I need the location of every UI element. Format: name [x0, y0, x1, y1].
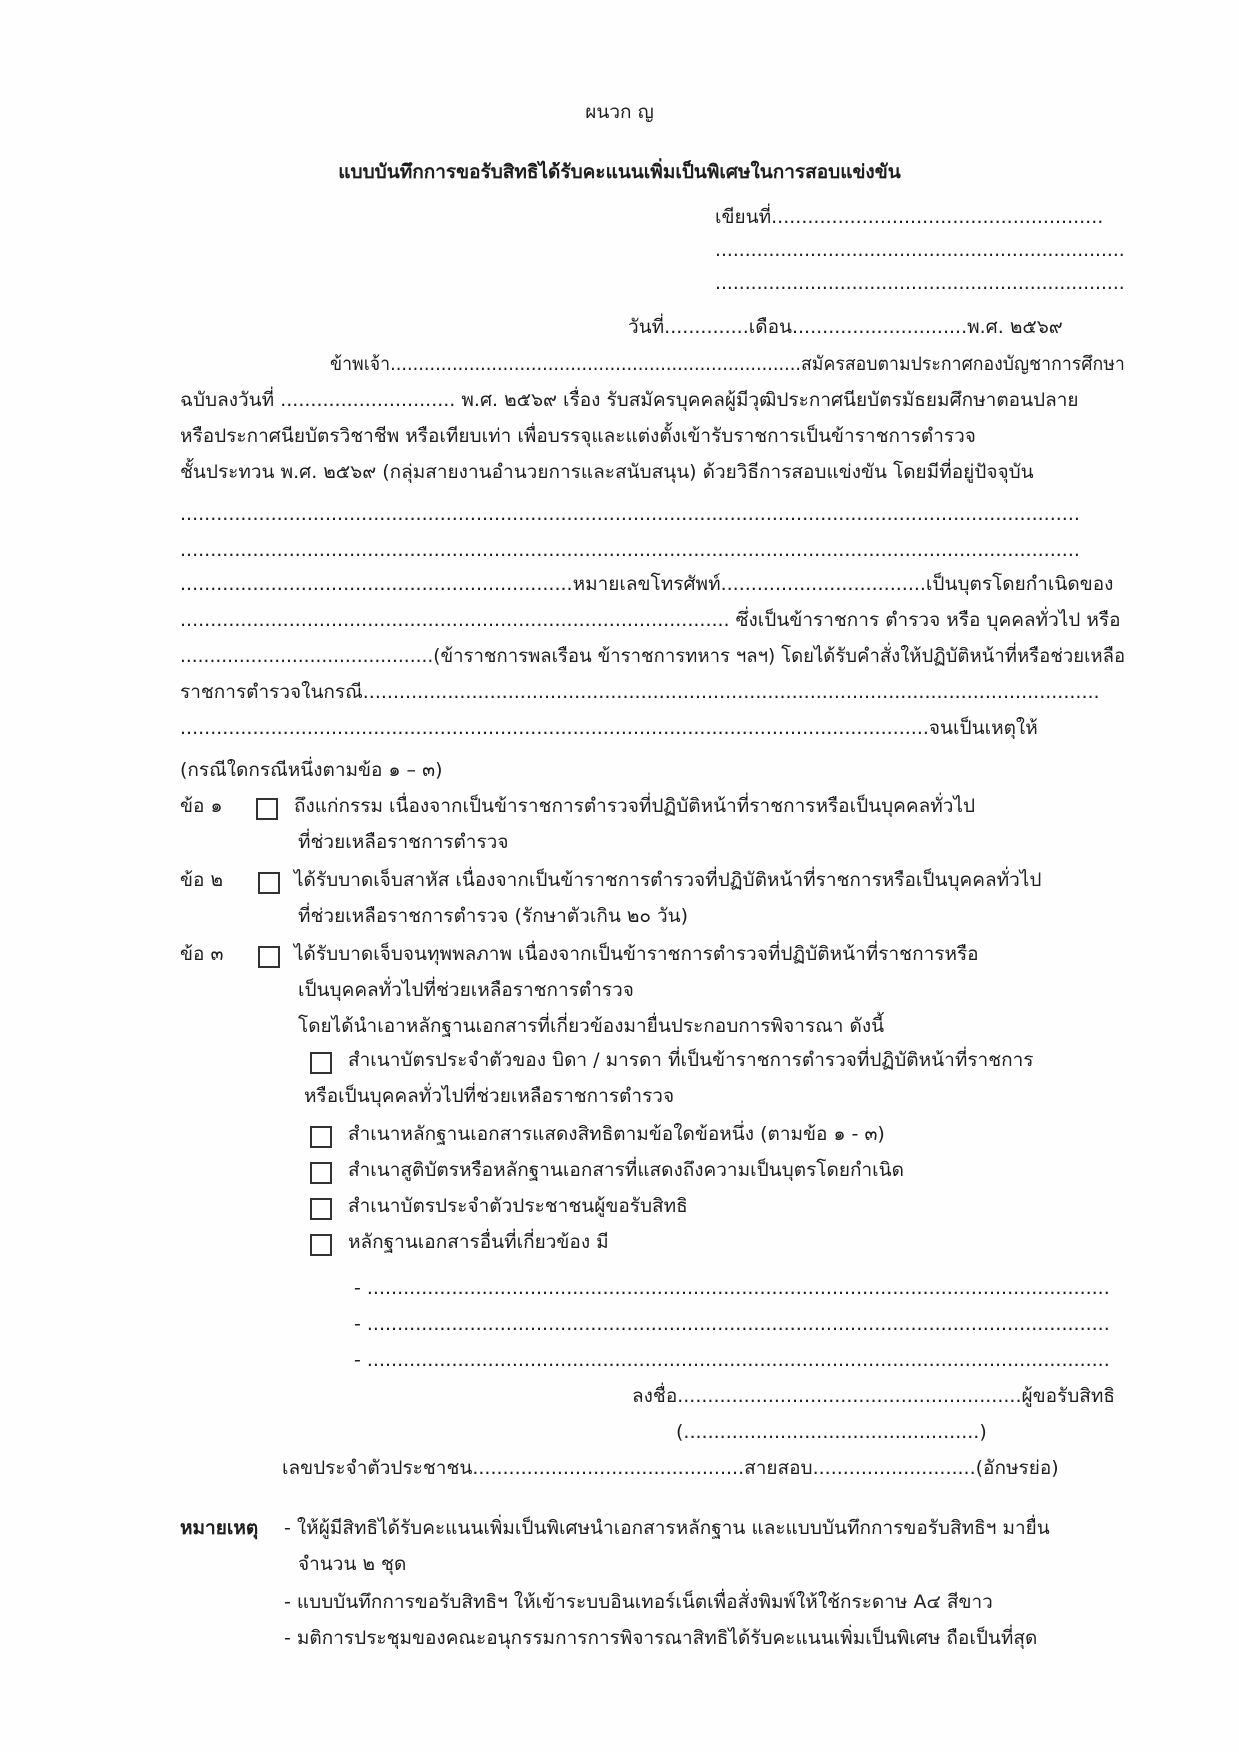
evidence-5-checkbox[interactable] — [310, 1234, 332, 1256]
written-at-field[interactable]: เขียนที่....................................................... — [715, 206, 1104, 228]
body-line-4: ชั้นประทวน พ.ศ. ๒๕๖๙ (กลุ่มสายงานอำนวยการและสนับสนุน) ด้วยวิธีการสอบแข่งขัน โดยมีที่อยู่ปัจจุบัน — [180, 461, 1034, 483]
note-1: - ให้ผู้มีสิทธิได้รับคะแนนเพิ่มเป็นพิเศษนำเอกสารหลักฐาน และแบบบันทึกการขอรับสิทธิฯ มายื่น — [284, 1517, 1050, 1539]
evidence-3-text: สำเนาสูติบัตรหรือหลักฐานเอกสารที่แสดงถึงความเป็นบุตรโดยกำเนิด — [348, 1159, 904, 1181]
parent-type-line[interactable]: ...........................................(ข้าราชการพลเรือน ข้าราชการทหาร ฯลฯ) โดยได้รับคำสั่งให้ปฏิบัติหน้าที่หรือช่วยเหลือ — [180, 645, 1126, 667]
current-address-field-1[interactable]: ..................................................................................................................................................... — [180, 503, 1080, 525]
case-3-text-cont: เป็นบุคคลทั่วไปที่ช่วยเหลือราชการตำรวจ — [298, 979, 634, 1001]
body-line-3: หรือประกาศนียบัตรวิชาชีพ หรือเทียบเท่า เพื่อบรรจุและแต่งตั้งเข้ารับราชการเป็นข้าราชการตำรวจ — [180, 425, 976, 447]
evidence-1-text-cont: หรือเป็นบุคคลทั่วไปที่ช่วยเหลือราชการตำรวจ — [304, 1085, 675, 1107]
note-2: - แบบบันทึกการขอรับสิทธิฯ ให้เข้าระบบอินเทอร์เน็ตเพื่อสั่งพิมพ์ให้ใช้กระดาษ A๔ สีขาว — [284, 1591, 993, 1613]
evidence-2-text: สำเนาหลักฐานเอกสารแสดงสิทธิตามข้อใดข้อหนึ่ง (ตามข้อ ๑ - ๓) — [348, 1123, 885, 1145]
evidence-3-checkbox[interactable] — [310, 1162, 332, 1184]
form-title: แบบบันทึกการขอรับสิทธิได้รับคะแนนเพิ่มเป็นพิเศษในการสอบแข่งขัน — [338, 161, 901, 183]
parent-status-line[interactable]: ........................................................................................... ซึ่งเป็นข้าราชการ ตำรวจ หรือ บุคคลทั่วไป หรือ — [180, 609, 1121, 631]
id-number-field[interactable]: เลขประจำตัวประชาชน.............................................สายสอบ...........................(อักษรย่อ) — [282, 1457, 1059, 1479]
date-field[interactable]: วันที่..............เดือน.............................พ.ศ. ๒๕๖๙ — [628, 316, 1063, 338]
case-1-text-cont: ที่ช่วยเหลือราชการตำรวจ — [298, 831, 509, 853]
address-field-line-2[interactable]: ..................................................................... — [715, 239, 1125, 261]
evidence-intro: โดยได้นำเอาหลักฐานเอกสารที่เกี่ยวข้องมายื่นประกอบการพิจารณา ดังนี้ — [298, 1015, 885, 1037]
case-3-checkbox[interactable] — [258, 946, 280, 968]
phone-parent-line[interactable]: .................................................................หมายเลขโทรศัพท์..................................เป็นบุตรโดยกำเนิดของ — [180, 573, 1114, 595]
note-1-cont: จำนวน ๒ ชุด — [298, 1553, 407, 1575]
case-1-label: ข้อ ๑ — [180, 795, 223, 817]
appendix-label: ผนวก ญ — [585, 101, 654, 123]
evidence-1-text: สำเนาบัตรประจำตัวของ บิดา / มารดา ที่เป็นข้าราชการตำรวจที่ปฏิบัติหน้าที่ราชการ — [348, 1049, 1034, 1071]
address-field-line-3[interactable]: ..................................................................... — [715, 272, 1125, 294]
evidence-5-text: หลักฐานเอกสารอื่นที่เกี่ยวข้อง มี — [348, 1231, 609, 1253]
case-description-line-1[interactable]: ราชการตำรวจในกรณี.......................................................................................................................... — [180, 681, 1100, 703]
evidence-1-checkbox[interactable] — [310, 1052, 332, 1074]
case-2-label: ข้อ ๒ — [180, 869, 223, 891]
evidence-4-text: สำเนาบัตรประจำตัวประชาชนผู้ขอรับสิทธิ — [348, 1195, 688, 1217]
body-line-1[interactable]: ข้าพเจ้า.........................................................................สมัครสอบตามประกาศกองบัญชาการศึกษา — [330, 353, 1125, 375]
note-3: - มติการประชุมของคณะอนุกรรมการการพิจารณาสิทธิได้รับคะแนนเพิ่มเป็นพิเศษ ถือเป็นที่สุด — [284, 1627, 1038, 1649]
evidence-4-checkbox[interactable] — [310, 1198, 332, 1220]
case-intro: (กรณีใดกรณีหนึ่งตามข้อ ๑ – ๓) — [180, 759, 443, 781]
evidence-2-checkbox[interactable] — [310, 1126, 332, 1148]
printed-name-field[interactable]: (.................................................) — [676, 1421, 987, 1443]
case-2-checkbox[interactable] — [258, 872, 280, 894]
notes-label: หมายเหตุ — [180, 1517, 259, 1539]
other-evidence-field-1[interactable]: - ........................................................................................................................... — [354, 1277, 1110, 1299]
case-description-line-2[interactable]: ............................................................................................................................จนเป็นเหตุให้ — [180, 717, 1038, 739]
case-1-text: ถึงแก่กรรม เนื่องจากเป็นข้าราชการตำรวจที่ปฏิบัติหน้าที่ราชการหรือเป็นบุคคลทั่วไป — [294, 795, 976, 817]
body-line-2[interactable]: ฉบับลงวันที่ ............................. พ.ศ. ๒๕๖๙ เรื่อง รับสมัครบุคคลผู้มีวุฒิประกาศนียบัตรมัธยมศึกษาตอนปลาย — [180, 389, 1079, 411]
case-3-text: ได้รับบาดเจ็บจนทุพพลภาพ เนื่องจากเป็นข้าราชการตำรวจที่ปฏิบัติหน้าที่ราชการหรือ — [294, 943, 979, 965]
case-2-text-cont: ที่ช่วยเหลือราชการตำรวจ (รักษาตัวเกิน ๒๐ วัน) — [298, 905, 689, 927]
case-1-checkbox[interactable] — [256, 798, 278, 820]
current-address-field-2[interactable]: ..................................................................................................................................................... — [180, 539, 1080, 561]
other-evidence-field-2[interactable]: - ........................................................................................................................... — [354, 1313, 1110, 1335]
case-2-text: ได้รับบาดเจ็บสาหัส เนื่องจากเป็นข้าราชการตำรวจที่ปฏิบัติหน้าที่ราชการหรือเป็นบุคคลทั่วไป — [294, 869, 1042, 891]
other-evidence-field-3[interactable]: - ........................................................................................................................... — [354, 1349, 1110, 1371]
signature-field[interactable]: ลงชื่อ.........................................................ผู้ขอรับสิทธิ — [632, 1385, 1115, 1407]
case-3-label: ข้อ ๓ — [180, 943, 224, 965]
